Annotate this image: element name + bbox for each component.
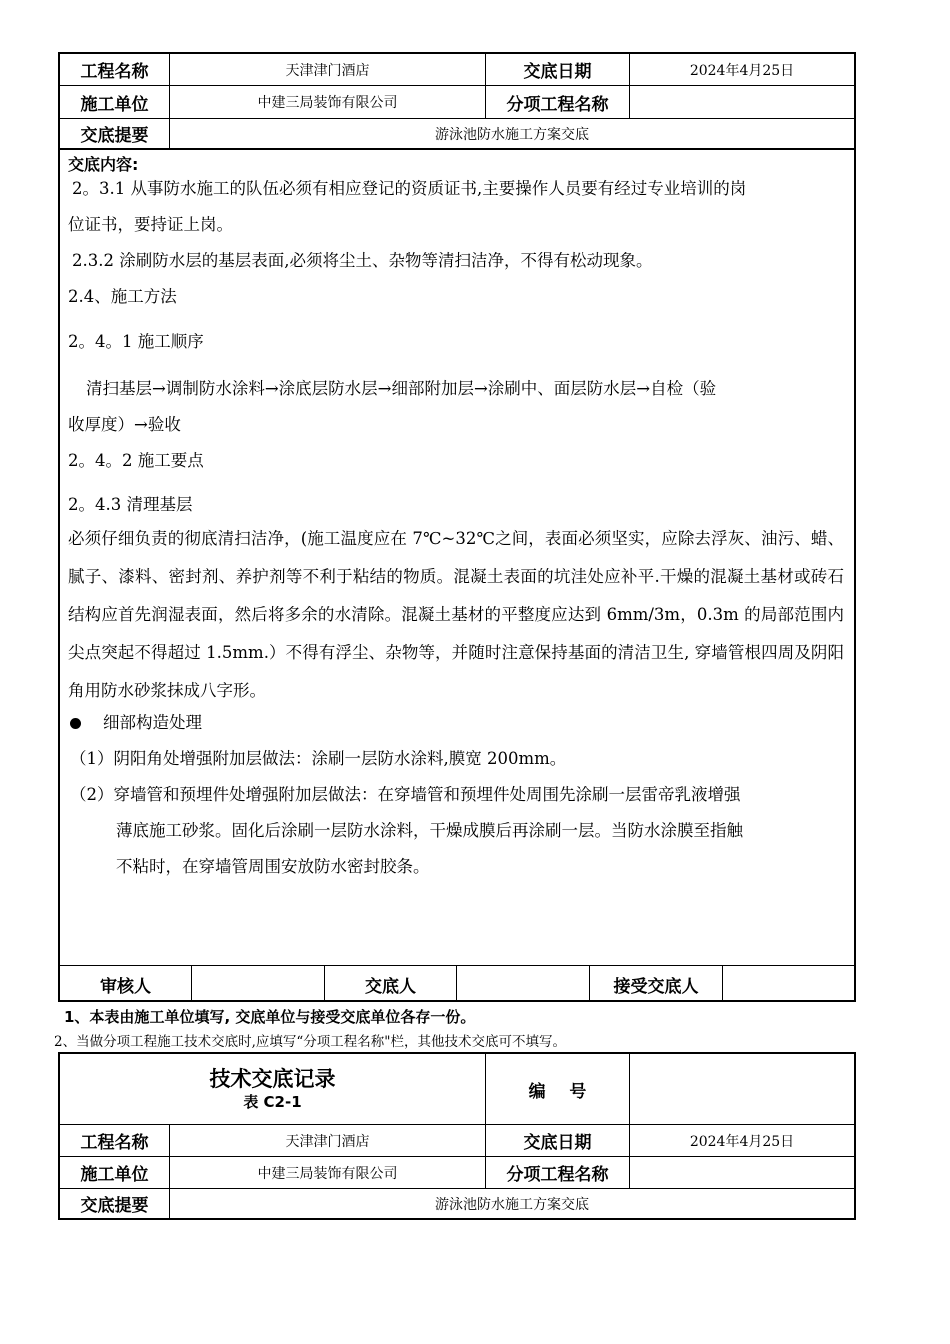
disclosure-content [60,150,854,966]
content-line: 不粘时，在穿墙管周围安放防水密封胶条。 [116,857,430,876]
form-subtitle: 表 C2-1 [243,1093,302,1111]
disclosure-form-1 [58,52,856,1002]
subproject-label: 分项工程名称 [486,1157,630,1188]
project-name-value: 天津津门酒店 [170,1125,486,1156]
contractor-label: 施工单位 [60,1157,170,1188]
content-line: 2.3.2 涂刷防水层的基层表面,必须将尘土、杂物等清扫洁净，不得有松动现象。 [72,251,653,270]
summary-value: 游泳池防水施工方案交底 [435,1196,589,1213]
date-label: 交底日期 [486,1125,630,1156]
project-name-value: 天津津门酒店 [170,54,486,85]
row-project-date [60,54,854,86]
project-name-label: 工程名称 [60,54,170,85]
content-line: 清扫基层→调制防水涂料→涂底层防水层→细部附加层→涂刷中、面层防水层→自检（验 [86,379,717,398]
content-line: 2。4。2 施工要点 [68,451,204,470]
number-label: 编 号 [486,1054,630,1124]
reviewer-label: 审核人 [60,966,192,1002]
content-line: 2.4、施工方法 [68,287,177,306]
content-line: （2）穿墙管和预埋件处增强附加层做法：在穿墙管和预埋件处周围先涂刷一层雷帝乳液增强 [70,785,741,804]
content-label: 交底内容: [68,155,139,174]
content-line: （1）阴阳角处增强附加层做法：涂刷一层防水涂料,膜宽 200mm。 [70,749,567,768]
bullet-icon [70,718,81,729]
row-project-date [60,1125,854,1157]
subproject-value [630,1157,854,1188]
contractor-value: 中建三局装饰有限公司 [170,1157,486,1188]
date-value: 2024年4月25日 [689,62,795,79]
row-contractor-subproject [60,1157,854,1189]
summary-label: 交底提要 [60,1189,170,1218]
content-line: 2。3.1 从事防水施工的队伍必须有相应登记的资质证书,主要操作人员要有经过专业培训的岗 [72,179,747,198]
date-value: 2024年4月25日 [689,1133,795,1150]
content-line: 位证书，要持证上岗。 [68,215,233,234]
content-line: 2。4.3 清理基层 [68,495,193,514]
summary-value: 游泳池防水施工方案交底 [435,126,589,143]
content-line: 收厚度）→验收 [68,415,181,434]
subproject-value [630,86,854,118]
disclosure-form-2 [58,1052,856,1220]
footnote-1: 1、本表由施工单位填写, 交底单位与接受交底单位各存一份。 [64,1008,476,1026]
contractor-label: 施工单位 [60,86,170,118]
row-title [60,1054,854,1125]
reviewer-value [192,966,325,1002]
summary-label: 交底提要 [60,119,170,148]
bullet-line: 细部构造处理 [70,704,202,742]
number-value [630,1054,854,1124]
discloser-value [457,966,590,1002]
row-summary [60,119,854,150]
row-signatures [60,966,854,1002]
discloser-label: 交底人 [325,966,457,1002]
form-title: 技术交底记录 [209,1067,336,1091]
project-name-label: 工程名称 [60,1125,170,1156]
row-summary [60,1189,854,1218]
receiver-value [723,966,854,1002]
contractor-value: 中建三局装饰有限公司 [170,86,486,118]
date-label: 交底日期 [486,54,630,85]
receiver-label: 接受交底人 [590,966,723,1002]
content-paragraph: 必须仔细负责的彻底清扫洁净，(施工温度应在 7℃~32℃之间，表面必须坚实，应除去浮灰、油污、蜡、腻子、漆料、密封剂、养护剂等不利于粘结的物质。混凝土表面的坑洼处应补平.干燥的混凝土基材或砖石结构应首先润湿表面，然后将多余的水清除。混凝土基材的平整度应达到 6mm/3m，0.3m 的局部范围内尖点突起不得超过 1.5mm.）不得有浮尘、杂物等，并随时注意保持基面的清洁卫生, 穿墙管根四周及阴阳角用防水砂浆抹成八字形。 [68,529,844,700]
subproject-label: 分项工程名称 [486,86,630,118]
form-title-cell [60,1054,486,1124]
row-contractor-subproject [60,86,854,119]
content-line: 2。4。1 施工顺序 [68,332,204,351]
content-line: 薄底施工砂浆。固化后涂刷一层防水涂料，干燥成膜后再涂刷一层。当防水涂膜至指触 [116,821,743,840]
footnote-2: 2、当做分项工程施工技术交底时,应填写“分项工程名称"栏，其他技术交底可不填写。 [54,1034,566,1050]
